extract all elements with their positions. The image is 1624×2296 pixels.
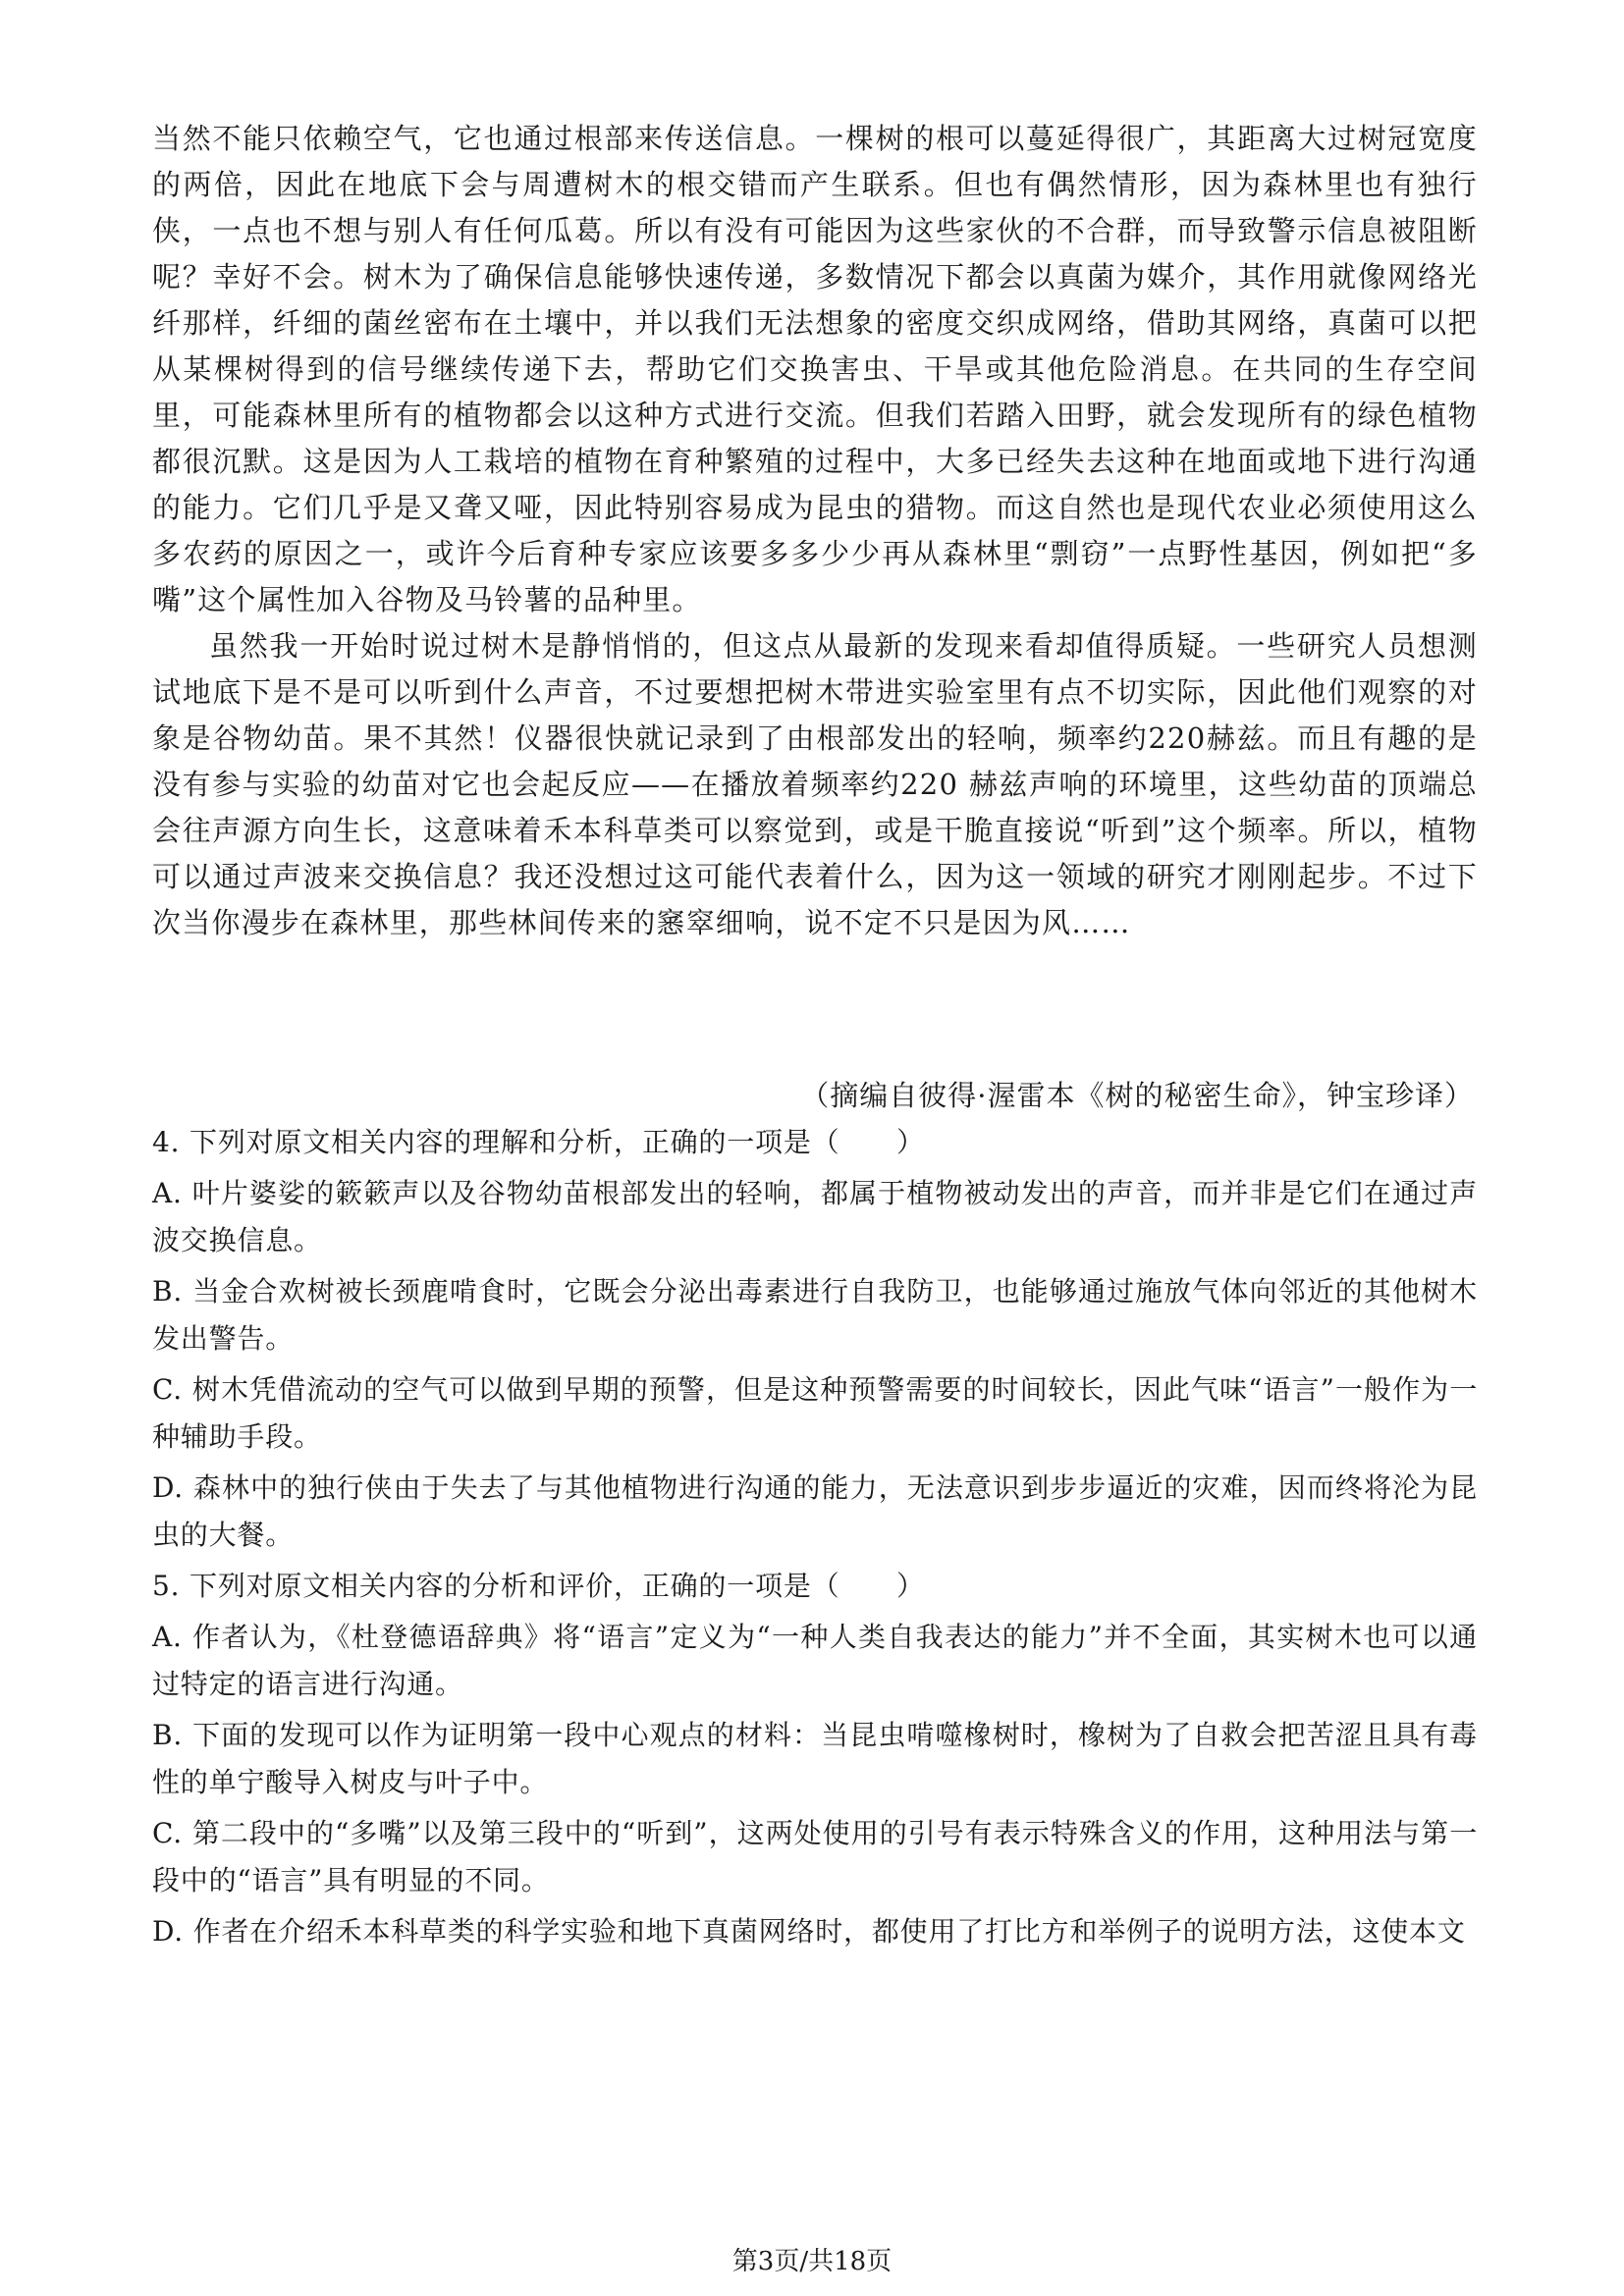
question-stem: 5. 下列对原文相关内容的分析和评价，正确的一项是（ ） [152, 1570, 925, 1602]
question-option-d: D. 作者在介绍禾本科草类的科学实验和地下真菌网络时，都使用了打比方和举例子的说明方法，这使本文 [152, 1915, 1466, 1948]
question-option-a: A. 作者认为，《杜登德语辞典》将“语言”定义为“一种人类自我表达的能力”并不全面，其实树木也可以通过特定的语言进行沟通。 [152, 1621, 1478, 1700]
question-list [152, 1119, 1478, 1959]
question-option-d: D. 森林中的独行侠由于失去了与其他植物进行沟通的能力，无法意识到步步逼近的灾难，因而终将沦为昆虫的大餐。 [152, 1471, 1478, 1551]
question-option-a: A. 叶片婆娑的簌簌声以及谷物幼苗根部发出的轻响，都属于植物被动发出的声音，而并非是它们在通过声波交换信息。 [152, 1177, 1478, 1256]
passage-paragraph-2: 虽然我一开始时说过树木是静悄悄的，但这点从最新的发现来看却值得质疑。一些研究人员想测试地底下是不是可以听到什么声音，不过要想把树木带进实验室里有点不切实际，因此他们观察的对象是谷物幼苗。果不其然！仪器很快就记录到了由根部发出的轻响，频率约220赫兹。而且有趣的是没有参与实验的幼苗对它也会起反应——在播放着频率约220 赫兹声响的环境里，这些幼苗的顶端总会往声源方向生长，这意味着禾本科草类可以察觉到，或是干脆直接说“听到”这个频率。所以，植物可以通过声波来交换信息？我还没想过这可能代表着什么，因为这一领域的研究才刚刚起步。不过下次当你漫步在森林里，那些林间传来的窸窣细响，说不定不只是因为风…… [152, 629, 1478, 939]
question-option-b: B. 当金合欢树被长颈鹿啃食时，它既会分泌出毒素进行自我防卫，也能够通过施放气体向邻近的其他树木发出警告。 [152, 1275, 1478, 1355]
question-4 [152, 1119, 1478, 1559]
question-option-b: B. 下面的发现可以作为证明第一段中心观点的材料：当昆虫啃噬橡树时，橡树为了自救会把苦涩且具有毒性的单宁酸导入树皮与叶子中。 [152, 1719, 1478, 1798]
reading-passage [152, 116, 1478, 946]
question-5 [152, 1563, 1478, 1955]
page-number: 第3页/共18页 [731, 2247, 893, 2276]
passage-source-citation: （摘编自彼得·渥雷本《树的秘密生命》，钟宝珍译） [800, 1079, 1474, 1112]
question-option-c: C. 第二段中的“多嘴”以及第三段中的“听到”，这两处使用的引号有表示特殊含义的作用，这种用法与第一段中的“语言”具有明显的不同。 [152, 1817, 1478, 1896]
passage-paragraph-1: 当然不能只依赖空气，它也通过根部来传送信息。一棵树的根可以蔓延得很广，其距离大过树冠宽度的两倍，因此在地底下会与周遭树木的根交错而产生联系。但也有偶然情形，因为森林里也有独行侠，一点也不想与别人有任何瓜葛。所以有没有可能因为这些家伙的不合群，而导致警示信息被阻断呢？幸好不会。树木为了确保信息能够快速传递，多数情况下都会以真菌为媒介，其作用就像网络光纤那样，纤细的菌丝密布在土壤中，并以我们无法想象的密度交织成网络，借助其网络，真菌可以把从某棵树得到的信号继续传递下去，帮助它们交换害虫、干旱或其他危险消息。在共同的生存空间里，可能森林里所有的植物都会以这种方式进行交流。但我们若踏入田野，就会发现所有的绿色植物都很沉默。这是因为人工栽培的植物在育种繁殖的过程中，大多已经失去这种在地面或地下进行沟通的能力。它们几乎是又聋又哑，因此特别容易成为昆虫的猎物。而这自然也是现代农业必须使用这么多农药的原因之一，或许今后育种专家应该要多多少少再从森林里“剽窃”一点野性基因，例如把“多嘴”这个属性加入谷物及马铃薯的品种里。 [152, 122, 1478, 616]
question-stem: 4. 下列对原文相关内容的理解和分析，正确的一项是（ ） [152, 1126, 925, 1158]
question-option-c: C. 树木凭借流动的空气可以做到早期的预警，但是这种预警需要的时间较长，因此气味“语言”一般作为一种辅助手段。 [152, 1373, 1478, 1453]
